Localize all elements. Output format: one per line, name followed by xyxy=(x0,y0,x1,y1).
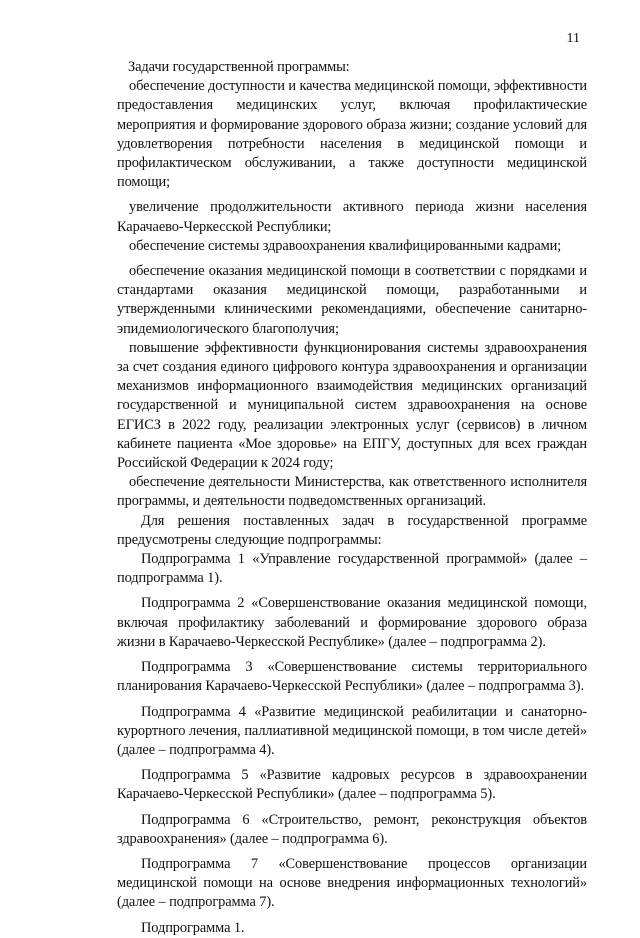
task-paragraph: обеспечение оказания медицинской помощи в соответствии с порядками и стандартами оказания медицинской помощи, разработанными и утвержденными клиническими рекомендациями, обеспечение санитарно-эпидемиологического благополучия; xyxy=(117,263,587,337)
task-paragraph: обеспечение доступности и качества медицинской помощи, эффективности предоставления медицинских услуг, включая профилактические мероприятия и формирование здорового образа жизни; создание условий для удовлетворения потребности населения в медицинской помощи и профилактическом обслуживании, а также доступности медицинской помощи; xyxy=(117,78,587,191)
subprograms-intro: Для решения поставленных задач в государственной программе предусмотрены следующие подпрограммы: xyxy=(117,512,587,548)
task-paragraph: увеличение продолжительности активного периода жизни населения Карачаево-Черкесской Республики; xyxy=(117,199,587,235)
subprogram-paragraph: Подпрограмма 2 «Совершенствование оказания медицинской помощи, включая профилактику заболеваний и формирование здорового образа жизни в Карачаево-Черкесской Республике» (далее – подпрограмма 2). xyxy=(117,595,587,650)
subprogram-paragraph: Подпрограмма 5 «Развитие кадровых ресурсов в здравоохранении Карачаево-Черкесской Республики» (далее – подпрограмма 5). xyxy=(117,767,587,803)
page-number: 11 xyxy=(566,31,580,46)
subprogram-paragraph: Подпрограмма 1 «Управление государственной программой» (далее – подпрограмма 1). xyxy=(117,551,587,587)
subprogram-paragraph: Подпрограмма 6 «Строительство, ремонт, реконструкция объектов здравоохранения» (далее – подпрограмма 6). xyxy=(117,811,587,847)
subprogram-paragraph: Подпрограмма 1. xyxy=(141,919,245,936)
subprogram-paragraph: Подпрограмма 7 «Совершенствование процессов организации медицинской помощи на основе внедрения информационных технологий» (далее – подпрограмма 7). xyxy=(117,855,587,911)
subprogram-paragraph: Подпрограмма 4 «Развитие медицинской реабилитации и санаторно-курортного лечения, паллиативной медицинской помощи, в том числе детей» (далее – подпрограмма 4). xyxy=(117,703,587,758)
subprogram-paragraph: Подпрограмма 3 «Совершенствование системы территориального планирования Карачаево-Черкесской Республики» (далее – подпрограмма 3). xyxy=(117,659,587,695)
tasks-heading: Задачи государственной программы: xyxy=(128,59,350,75)
task-paragraph: обеспечение системы здравоохранения квалифицированными кадрами; xyxy=(129,237,562,254)
task-paragraph: повышение эффективности функционирования системы здравоохранения за счет создания единого цифрового контура здравоохранения и организации механизмов информационного взаимодействия медицинских организаций государственной и муниципальной систем здравоохранения на основе ЕГИСЗ в 2022 году, реализации электронных услуг (сервисов) в личном кабинете пациента «Мое здоровье» на ЕПГУ, доступных для всех граждан Российской Федерации к 2024 году; xyxy=(117,339,587,472)
task-paragraph: обеспечение деятельности Министерства, как ответственного исполнителя программы, и деятельности подведомственных организаций. xyxy=(117,474,587,510)
document-body xyxy=(117,58,587,938)
